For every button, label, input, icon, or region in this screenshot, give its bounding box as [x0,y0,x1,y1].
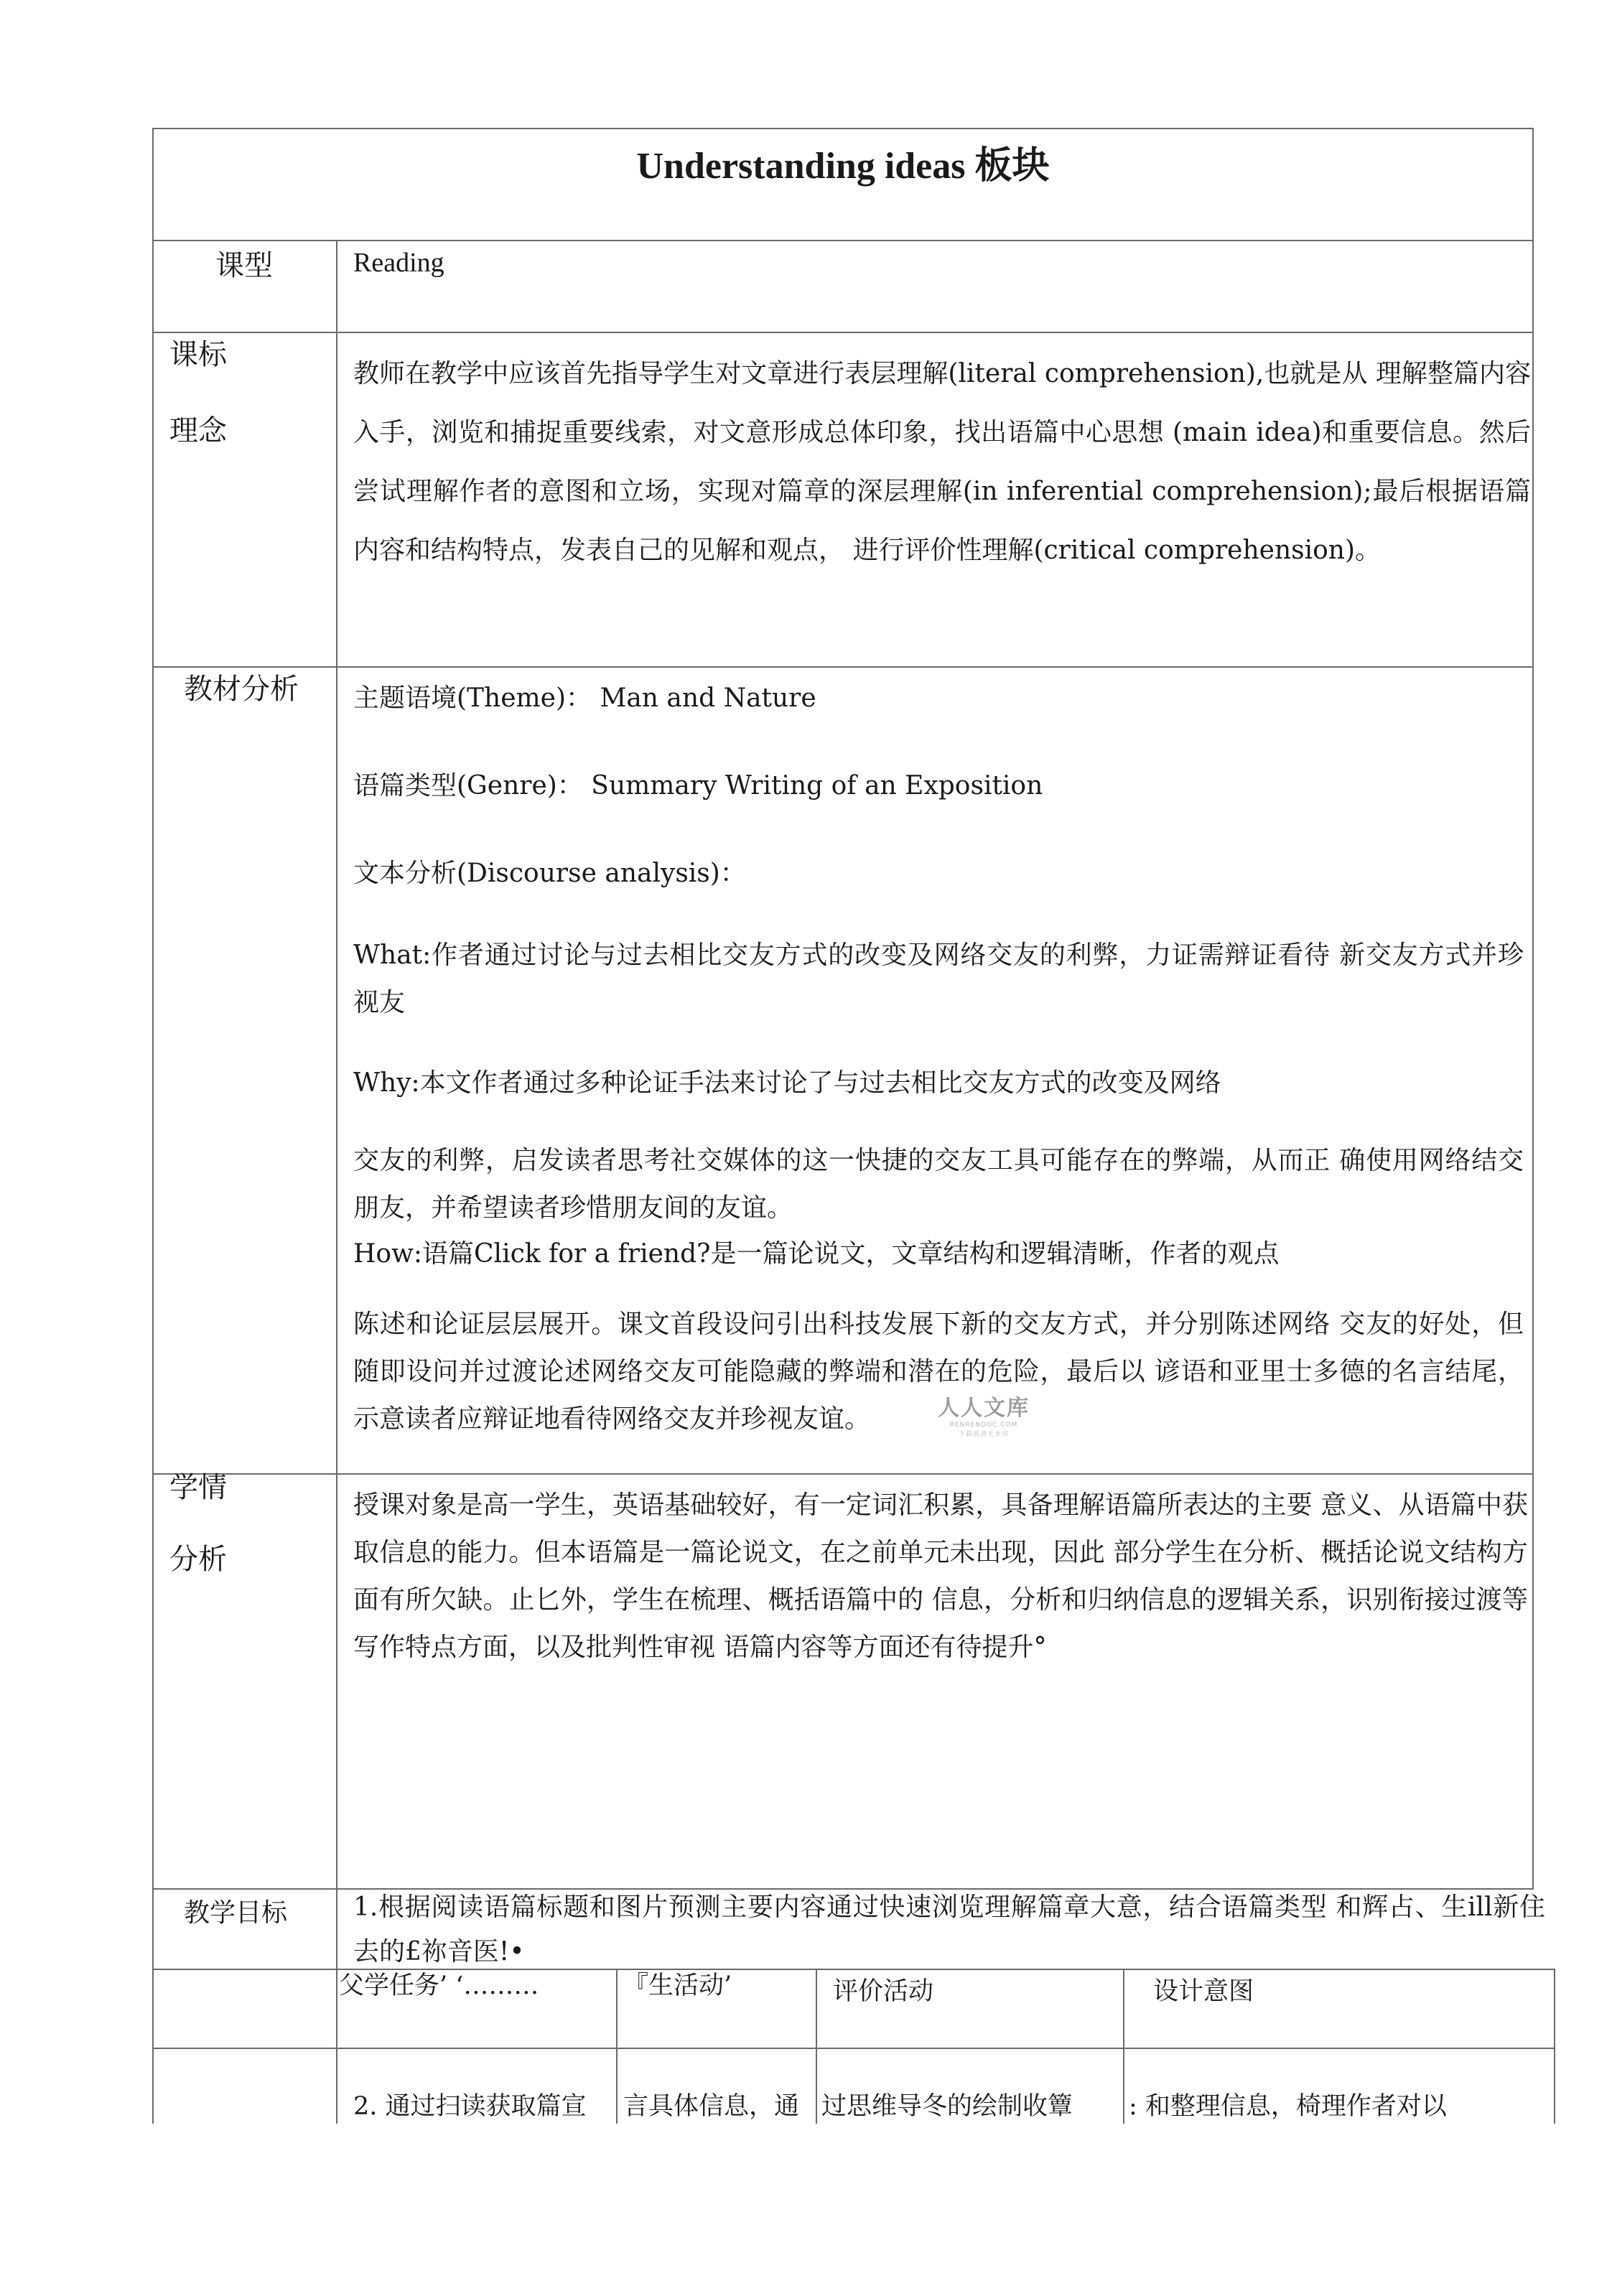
learner-label-line2: 分析 [169,1543,227,1576]
subtable-header-bottom [152,2048,1555,2049]
concept-label-line1: 课标 [169,338,227,371]
subtable-header-task: 父学任务’ ‘……… [339,1971,539,2000]
material-what: What:作者通过讨论与过去相比交友方式的改变及网络交友的利弊，力证需辩证看待 新交友方式并珍视友 [353,941,1524,1017]
learner-text: 授课对象是高一学生，英语基础较好，有一定词汇积累，具备理解语篇所表达的主要 意义、从语篇中获取信息的能力。但本语篇是一篇论说文，在之前单元未出现，因此 部分学生在分析、概括论说文结构方面有所欠缺。止匕外，学生在梳理、概括语篇中的 信息，分析和归纳信息的逻辑关系，识别衔接过渡等写作特点方面，以及批判性审视 语篇内容等方面还有待提升° [353,1490,1528,1662]
subtable-cell-evaluation: 过思维导冬的绘制收簟 [821,2092,1073,2121]
learner-label-line1: 学情 [169,1471,227,1504]
material-discourse: 文本分析(Discourse analysis)： [353,859,746,888]
material-why-line1: Why:本文作者通过多种论证手法来讨论了与过去相比交友方式的改变及网络 [353,1068,1221,1098]
subtable-col-divider-2 [816,1969,817,2124]
row-divider-concept [152,666,1534,668]
row-divider-title [152,240,1534,241]
subtable-header-activity: 『生活动’ [623,1971,732,2000]
table-top-border [152,128,1534,129]
material-label: 教材分析 [184,673,299,706]
watermark-sub: RENRENDOC.COM [949,1422,1018,1429]
material-theme: 主题语境(Theme)： Man and Nature [353,683,816,713]
watermark-logo [933,1390,1034,1438]
table-right-border [1532,128,1534,1888]
subtable-header-evaluation: 评价活动 [833,1977,934,2006]
watermark-text: 人人文库 [938,1396,1030,1421]
goals-text: 1.根据阅读语篇标题和图片预测主要内容通过快速浏览理解篇章大意，结合语篇类型 和辉占、生ill新住去的£祢音医!• [353,1893,1545,1966]
row-divider-course-type [152,332,1534,333]
goals-label: 教学目标 [184,1898,288,1928]
subtable-cell-task: 2. 通过扫读获取篇宣 [353,2092,587,2121]
page-title: Understanding ideas 板块 [636,146,1050,187]
subtable-right-border [1554,1969,1555,2124]
subtable-cell-design: : 和整理信息，椅理作者对以 [1129,2092,1447,2121]
material-genre: 语篇类型(Genre)： Summary Writing of an Exposition [353,771,1043,801]
subtable-header-design: 设计意图 [1153,1977,1254,2006]
material-how-line1: How:语篇Click for a friend?是一篇论说文，文章结构和逻辑清晰，作者的观点 [353,1239,1280,1269]
concept-label-line2: 理念 [169,414,227,447]
label-column-divider [336,240,337,2124]
subtable-col-divider-1 [616,1969,618,2124]
course-type-label: 课型 [215,249,273,282]
table-left-border [152,128,154,2124]
material-how-para: 陈述和论证层层展开。课文首段设问引出科技发展下新的交友方式，并分别陈述网络 交友的好处，但随即设问并过渡论述网络交友可能隐藏的弊端和潜在的危险，最后以 谚语和亚里士多德的名言结尾，示意读者应辩证地看待网络交友并珍视友谊。 [353,1310,1524,1434]
course-type-value: Reading [353,248,444,278]
subtable-cell-activity: 言具体信息，通 [623,2092,800,2121]
row-divider-material [152,1473,1534,1475]
concept-text: 教师在教学中应该首先指导学生对文章进行表层理解(literal comprehension),也就是从 理解整篇内容 入手，浏览和捕捉重要线索，对文意形成总体印象，找出语篇中心思想 (main idea)和重要信息。然后尝试理解作者的意图和立场，实现对篇章的深层理解(in inferential comprehension);最后根据语篇内容和结构特点，发表自己的见解和观点， 进行评价性理解(critical comprehension)。 [353,359,1531,565]
watermark-sub2: 下载高清无水印 [958,1431,1009,1438]
material-why-para: 交友的利弊，启发读者思考社交媒体的这一快捷的交友工具可能存在的弊端，从而正 确使用网络结交朋友，并希望读者珍惜朋友间的友谊。 [353,1146,1524,1223]
subtable-col-divider-3 [1123,1969,1124,2124]
